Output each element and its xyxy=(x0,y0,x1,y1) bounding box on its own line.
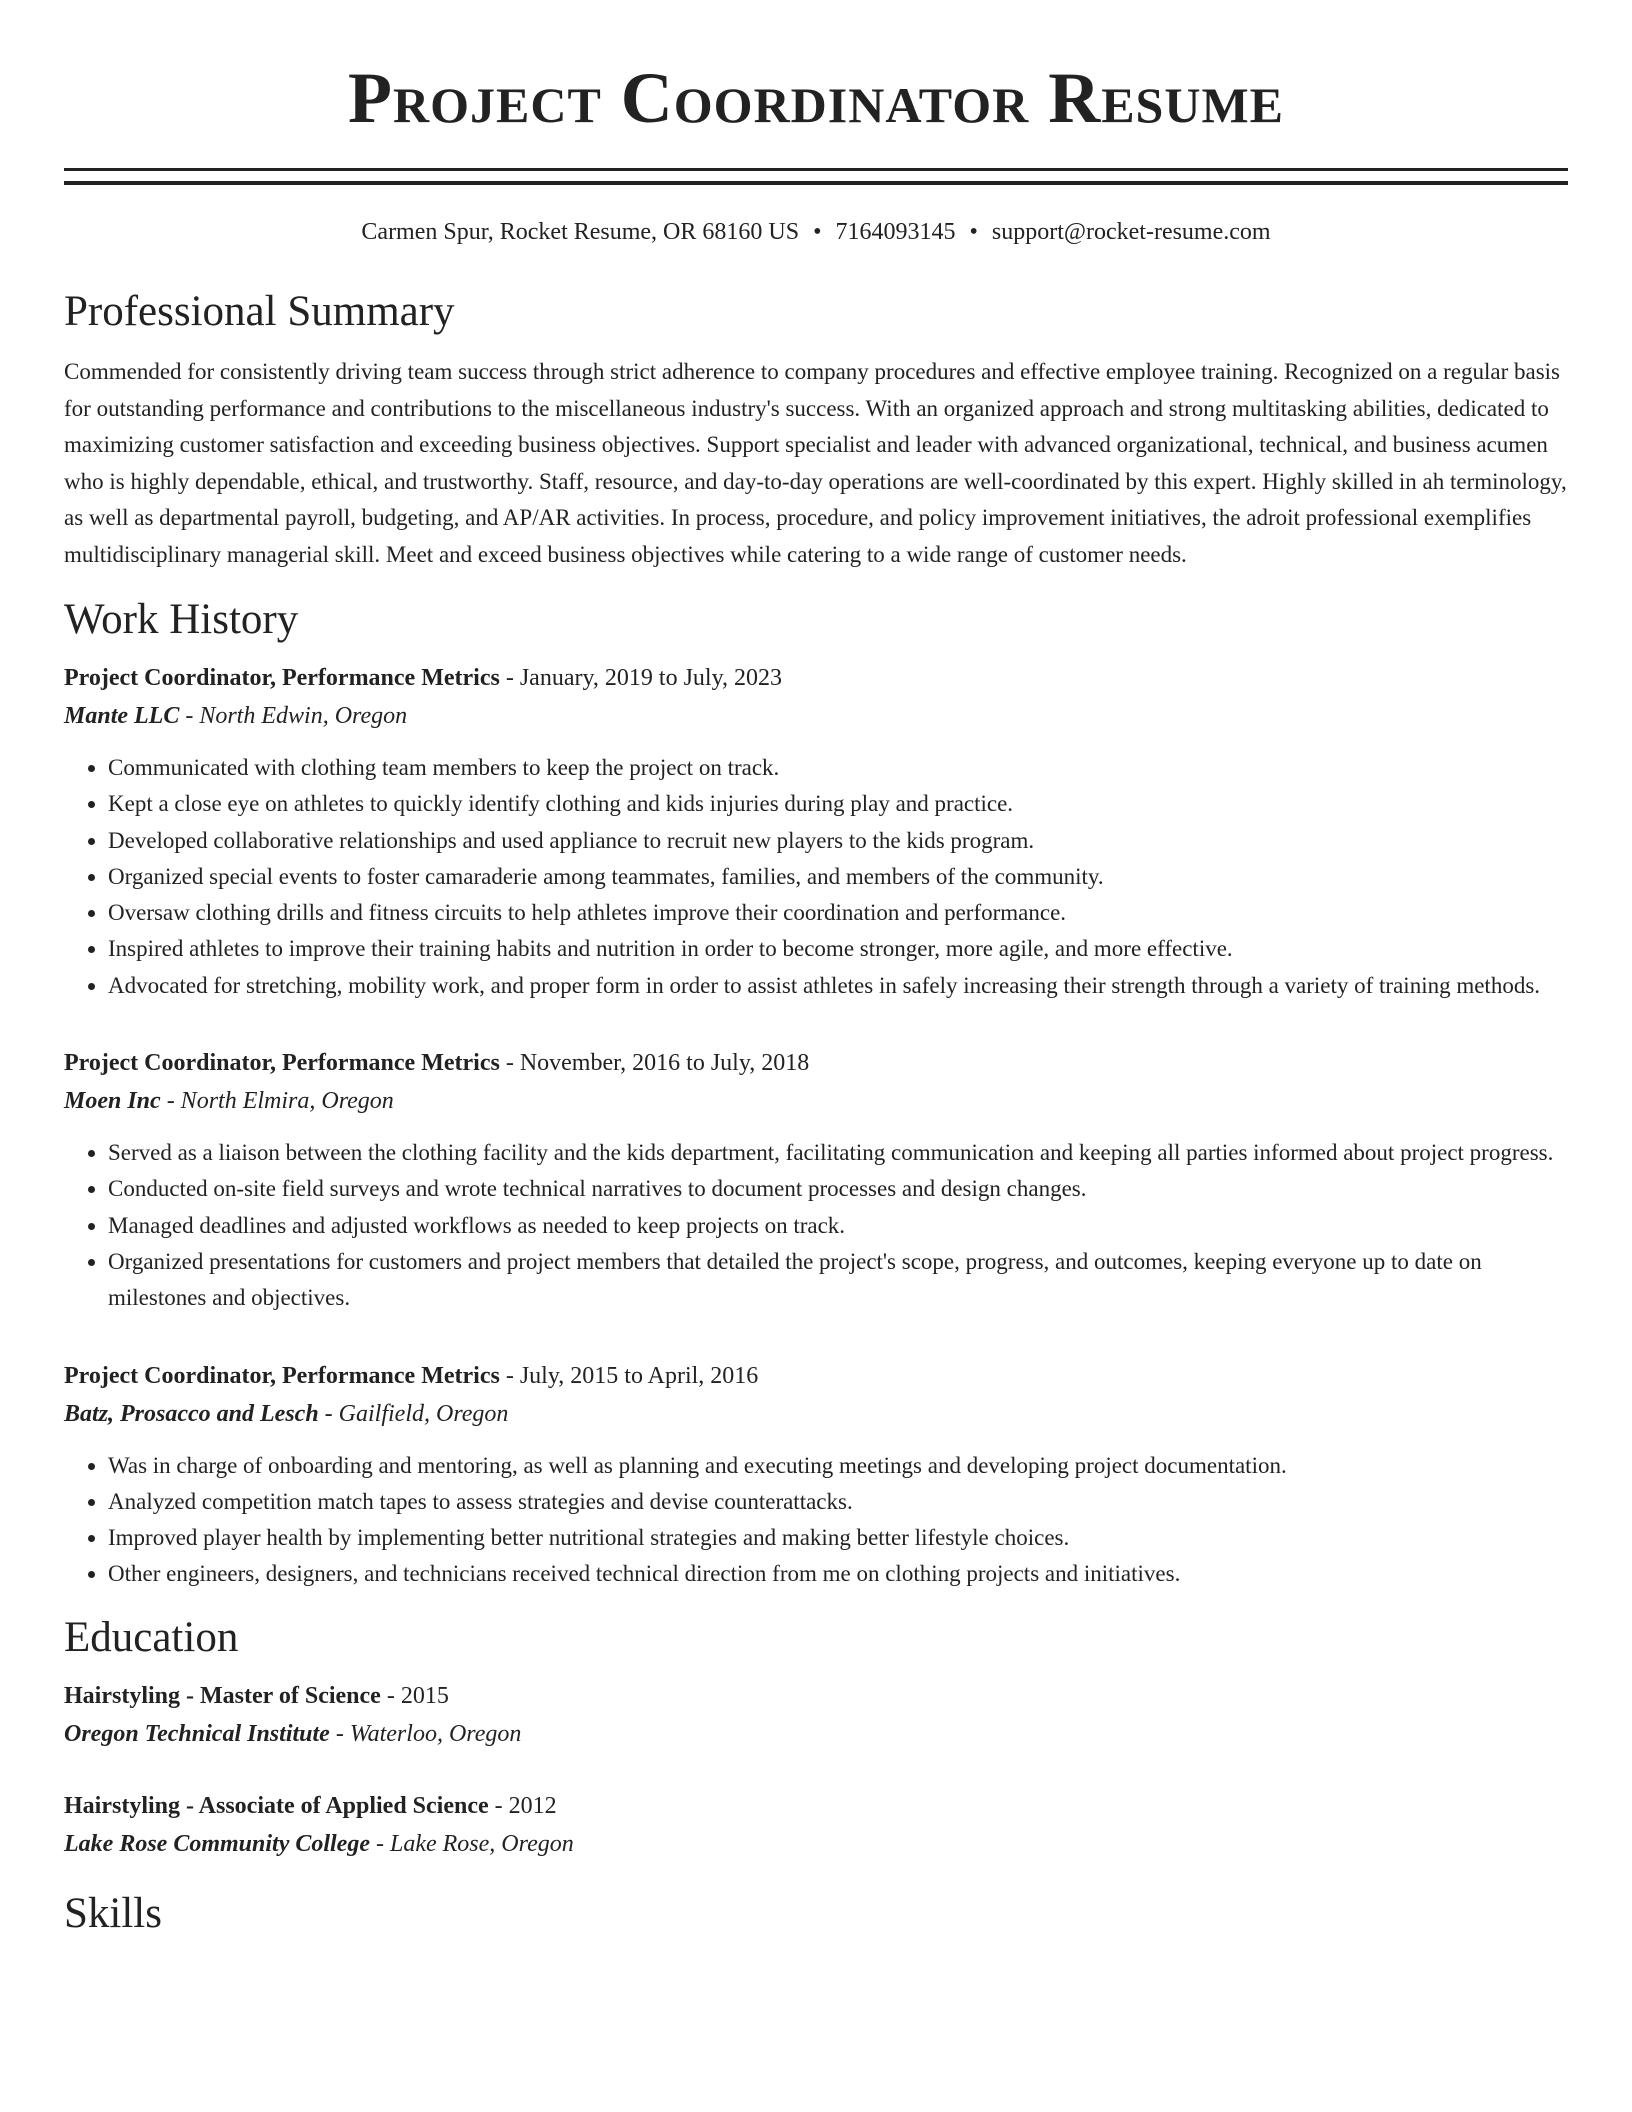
school-line xyxy=(64,1715,1568,1753)
job-duty: • Analyzed competition match tapes to assess strategies and devise counterattacks. xyxy=(108,1484,1568,1520)
education-entry xyxy=(64,1787,1568,1863)
employer-line xyxy=(64,1082,1568,1120)
job-title-line xyxy=(64,1357,1568,1395)
school-line xyxy=(64,1825,1568,1863)
job-duty: • Managed deadlines and adjusted workflows as needed to keep projects on track. xyxy=(108,1208,1568,1244)
job-duty: • Inspired athletes to improve their training habits and nutrition in order to become stronger, more agile, and more effective. xyxy=(108,931,1568,967)
job-entry xyxy=(64,1044,1568,1316)
school-name: Lake Rose Community College xyxy=(64,1830,370,1857)
job-duties-list xyxy=(64,1135,1568,1316)
job-title: Project Coordinator, Performance Metrics xyxy=(64,665,500,691)
job-dates: - January, 2019 to July, 2023 xyxy=(499,665,783,691)
job-entry xyxy=(64,1357,1568,1593)
job-dates: - July, 2015 to April, 2016 xyxy=(499,1362,759,1389)
school-name: Oregon Technical Institute xyxy=(64,1720,330,1747)
employer-name: Mante LLC xyxy=(64,703,180,729)
contact-phone: 7164093145 xyxy=(835,219,956,245)
section-heading-education: Education xyxy=(64,1613,239,1661)
section-heading-skills: Skills xyxy=(64,1889,162,1937)
employer-line xyxy=(64,1395,1568,1433)
job-title: Project Coordinator, Performance Metrics xyxy=(64,1362,500,1389)
job-duty: • Conducted on-site field surveys and wrote technical narratives to document processes and design changes. xyxy=(108,1171,1568,1207)
degree-year: - 2015 xyxy=(380,1682,449,1709)
job-duty: • Kept a close eye on athletes to quickly identify clothing and kids injuries during play and practice. xyxy=(108,786,1568,822)
contact-line xyxy=(64,217,1568,247)
job-duties-list xyxy=(64,750,1568,1004)
employer-name: Moen Inc xyxy=(64,1088,161,1115)
job-dates: - November, 2016 to July, 2018 xyxy=(499,1050,810,1077)
employer-name: Batz, Prosacco and Lesch xyxy=(64,1400,319,1427)
degree-line xyxy=(64,1677,1568,1715)
job-entry xyxy=(64,659,1568,1004)
contact-email[interactable]: support@rocket-resume.com xyxy=(991,219,1271,245)
job-duty: • Communicated with clothing team members to keep the project on track. xyxy=(108,750,1568,786)
degree-name: Hairstyling - Associate of Applied Science xyxy=(64,1792,489,1819)
job-duty: • Improved player health by implementing better nutritional strategies and making better lifestyle choices. xyxy=(108,1520,1568,1556)
job-duty: • Served as a liaison between the clothing facility and the kids department, facilitating communication and keeping all parties informed about project progress. xyxy=(108,1135,1568,1171)
job-duty: • Organized presentations for customers and project members that detailed the project's scope, progress, and outcomes, keeping everyone up to date on milestones and objectives. xyxy=(108,1244,1568,1317)
job-title-line xyxy=(64,659,1568,697)
section-heading-summary: Professional Summary xyxy=(64,288,455,335)
contact-separator: • xyxy=(813,219,822,245)
employer-location: - North Edwin, Oregon xyxy=(179,703,408,729)
school-location: - Lake Rose, Oregon xyxy=(370,1830,574,1857)
job-title-line xyxy=(64,1044,1568,1082)
summary-text: Commended for consistently driving team success through strict adherence to company procedures and effective employee training. Recognized on a regular basis for outstanding performance and contributions to the miscellaneous industry's success. With an organized approach and strong multitasking abilities, dedicated to maximizing customer satisfaction and exceeding business objectives. Support specialist and leader with advanced organizational, technical, and business acumen who is highly dependable, ethical, and trustworthy. Staff, resource, and day-to-day operations are well-coordinated by this expert. Highly skilled in ah terminology, as well as departmental payroll, budgeting, and AP/AR activities. In process, procedure, and policy improvement initiatives, the adroit professional exemplifies multidisciplinary managerial skill. Meet and exceed business objectives while catering to a wide range of customer needs. xyxy=(64,359,1567,567)
job-duty: • Advocated for stretching, mobility work, and proper form in order to assist athletes in safely increasing their strength through a variety of training methods. xyxy=(108,968,1568,1004)
degree-line xyxy=(64,1787,1568,1825)
degree-name: Hairstyling - Master of Science xyxy=(64,1682,381,1709)
school-location: - Waterloo, Oregon xyxy=(329,1720,522,1747)
contact-address: Carmen Spur, Rocket Resume, OR 68160 US xyxy=(361,219,800,245)
employer-location: - Gailfield, Oregon xyxy=(318,1400,509,1427)
job-duties-list xyxy=(64,1448,1568,1593)
job-duty: • Oversaw clothing drills and fitness circuits to help athletes improve their coordination and performance. xyxy=(108,895,1568,931)
resume-title: Project Coordinator Resume xyxy=(348,58,1284,138)
employer-location: - North Elmira, Oregon xyxy=(160,1088,394,1115)
job-title: Project Coordinator, Performance Metrics xyxy=(64,1050,500,1077)
education-entry xyxy=(64,1677,1568,1753)
job-duty: • Organized special events to foster camaraderie among teammates, families, and members of the community. xyxy=(108,859,1568,895)
title-divider xyxy=(64,168,1568,185)
employer-line xyxy=(64,697,1568,735)
job-duty: • Was in charge of onboarding and mentoring, as well as planning and executing meetings and developing project documentation. xyxy=(108,1448,1568,1484)
job-duty: • Developed collaborative relationships and used appliance to recruit new players to the kids program. xyxy=(108,823,1568,859)
section-heading-work-history: Work History xyxy=(64,596,299,643)
job-duty: • Other engineers, designers, and technicians received technical direction from me on clothing projects and initiatives. xyxy=(108,1556,1568,1592)
degree-year: - 2012 xyxy=(488,1792,557,1819)
contact-separator: • xyxy=(969,219,978,245)
